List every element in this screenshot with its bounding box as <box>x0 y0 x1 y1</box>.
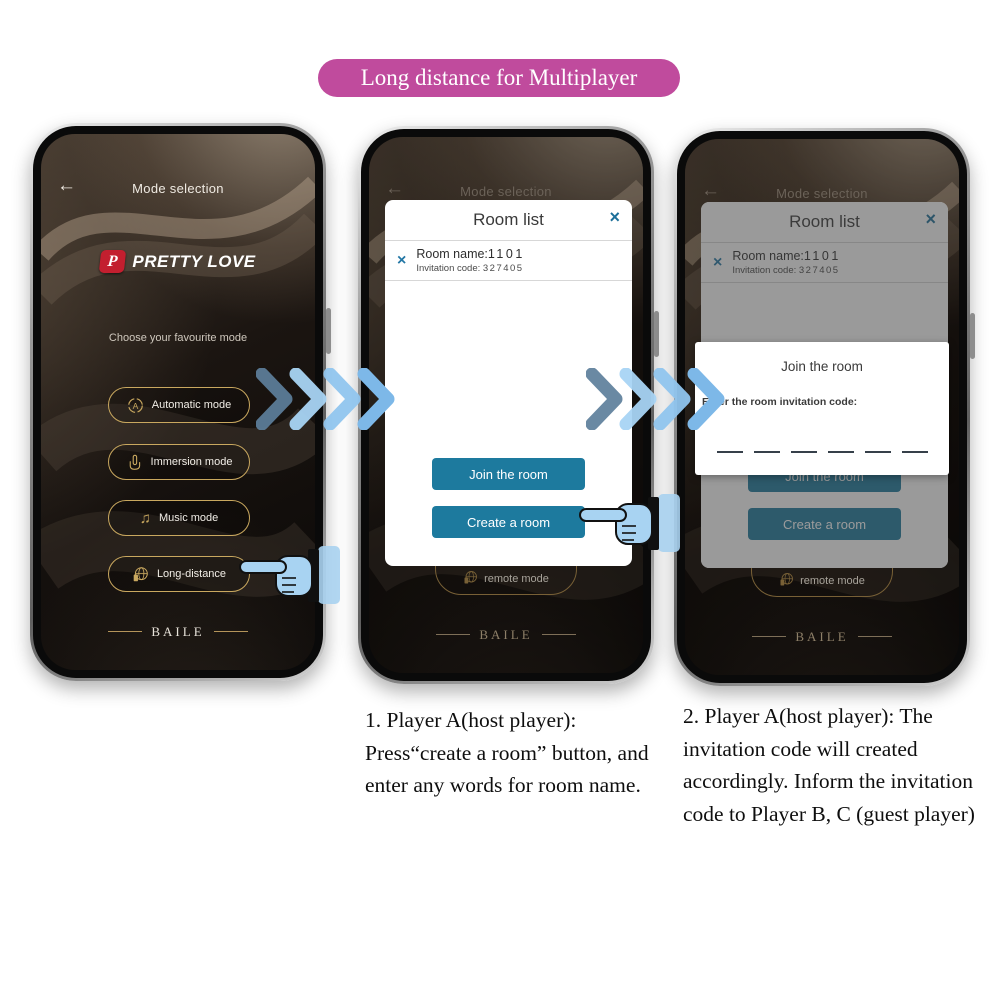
dialog-title: Join the room <box>781 359 863 374</box>
music-mode-icon: ♫ <box>139 509 151 527</box>
screen-title: Mode selection <box>132 181 224 196</box>
tagline: Choose your favourite mode <box>108 332 248 344</box>
baile-footer: BAILE <box>41 624 315 640</box>
mode-button-long-distance[interactable] <box>108 556 250 592</box>
code-slot[interactable] <box>902 451 928 453</box>
invitation-code: Invitation code: 327405 <box>416 263 524 274</box>
next-step-arrows <box>586 368 726 430</box>
modal-title: Room list <box>473 210 544 229</box>
mode-button-immersion[interactable] <box>108 444 250 480</box>
join-room-dialog <box>695 342 949 475</box>
back-icon[interactable]: ← <box>57 175 76 196</box>
side-button <box>970 313 975 359</box>
invitation-code-input[interactable] <box>695 451 949 453</box>
remote-mode-label: remote mode <box>800 575 865 587</box>
code-prompt: Enter the room invitation code: <box>702 396 858 408</box>
caption-step2: 2. Player A(host player): The invitation code will created accordingly. Inform the invitation code to Player B, C (guest player) <box>683 704 975 827</box>
baile-footer: BAILE <box>369 627 643 643</box>
code-slot[interactable] <box>828 451 854 453</box>
side-button <box>326 308 331 354</box>
globe-icon <box>132 566 149 583</box>
immersion-mode-icon <box>126 454 143 471</box>
room-name: Room name:1101 <box>416 247 525 261</box>
mode-label: Long-distance <box>156 568 227 580</box>
code-slot[interactable] <box>754 451 780 453</box>
mode-button-automatic[interactable] <box>108 387 250 423</box>
room-row[interactable] <box>385 241 632 281</box>
code-slot[interactable] <box>717 451 743 453</box>
code-slot[interactable] <box>791 451 817 453</box>
mode-label: Immersion mode <box>150 456 233 468</box>
back-icon[interactable]: ← <box>701 180 720 201</box>
close-icon[interactable]: × <box>609 207 620 227</box>
mode-button-music[interactable] <box>108 500 250 536</box>
mode-label: Automatic mode <box>151 399 232 411</box>
pointer-hand-icon <box>578 488 680 560</box>
create-room-button[interactable]: Create a room <box>432 506 585 538</box>
page-banner: Long distance for Multiplayer <box>318 59 680 97</box>
brand-name: PRETTY LOVE <box>132 251 256 271</box>
screen-title: Mode selection <box>776 186 868 201</box>
remove-room-icon[interactable]: × <box>397 251 407 269</box>
brand-badge-icon: P <box>99 250 126 273</box>
baile-footer: BAILE <box>685 629 959 645</box>
next-step-arrows <box>256 368 396 430</box>
caption-step1: 1. Player A(host player): Press“create a room” button, and enter any words for room name. <box>365 708 649 798</box>
globe-icon <box>463 570 478 585</box>
join-room-button[interactable]: Join the room <box>432 458 585 490</box>
svg-text:A: A <box>132 400 139 411</box>
mode-label: Music mode <box>158 512 219 524</box>
back-icon[interactable]: ← <box>385 178 404 199</box>
code-slot[interactable] <box>865 451 891 453</box>
pointer-hand-icon <box>238 540 340 612</box>
brand-logo <box>41 250 315 273</box>
phone-3-screen <box>685 139 959 675</box>
side-button <box>654 311 659 357</box>
globe-icon <box>779 572 794 587</box>
remote-mode-label: remote mode <box>484 573 549 585</box>
screen-title: Mode selection <box>460 184 552 199</box>
automatic-mode-icon <box>127 397 144 414</box>
